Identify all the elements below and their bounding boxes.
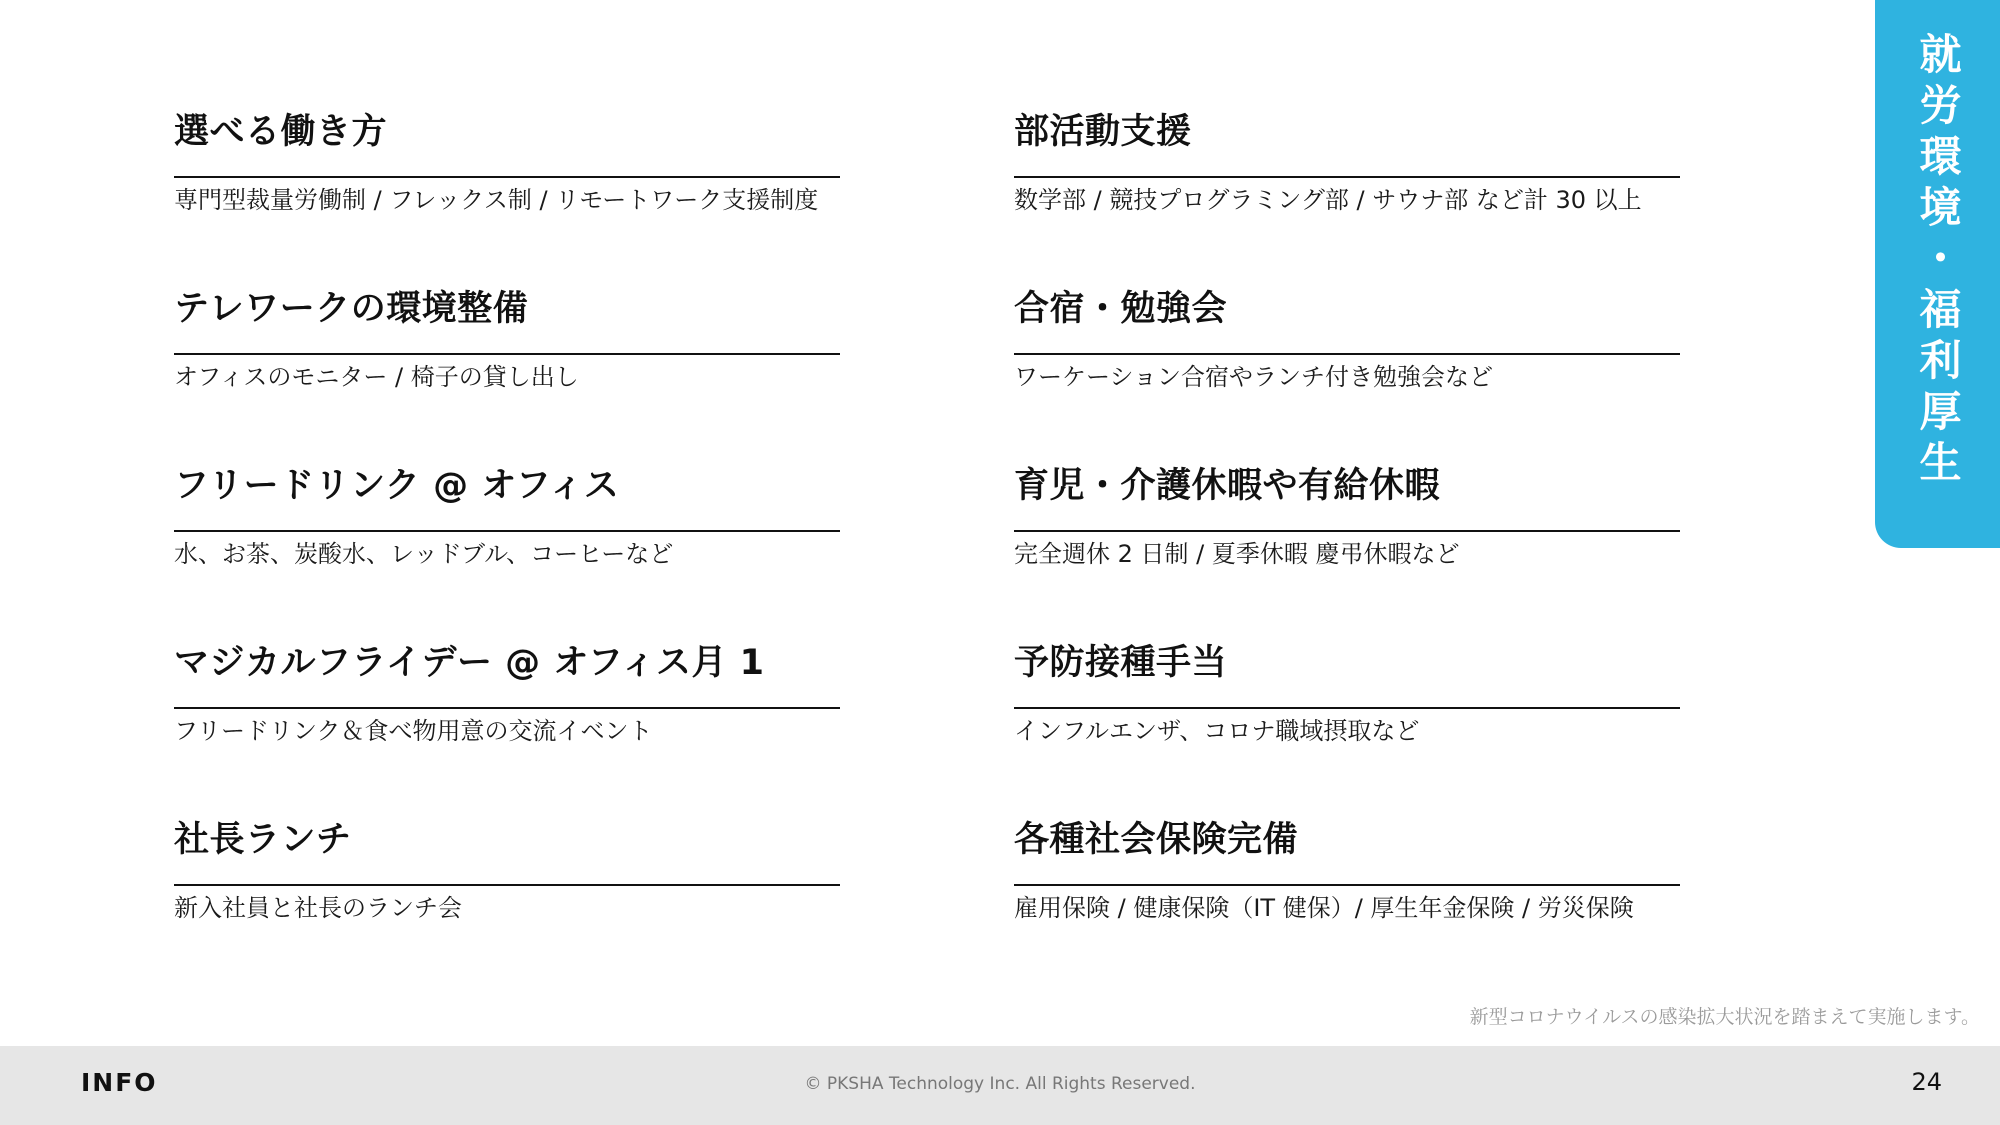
divider bbox=[174, 353, 840, 355]
benefit-item bbox=[1014, 816, 1680, 993]
benefit-item bbox=[1014, 639, 1680, 816]
benefit-item bbox=[1014, 108, 1680, 285]
section-title: 就労環境・福利厚生 bbox=[1913, 32, 1963, 491]
benefit-item bbox=[174, 285, 840, 462]
benefit-title: 予防接種手当 bbox=[1014, 643, 1228, 683]
benefit-title: 部活動支援 bbox=[1014, 112, 1192, 152]
benefit-description: 専門型裁量労働制 / フレックス制 / リモートワーク支援制度 bbox=[174, 186, 819, 214]
benefit-description: フリードリンク＆食べ物用意の交流イベント bbox=[174, 717, 653, 745]
divider bbox=[174, 530, 840, 532]
benefit-item bbox=[1014, 462, 1680, 639]
divider bbox=[174, 884, 840, 886]
right-benefits-column bbox=[1014, 108, 1680, 993]
benefit-item bbox=[174, 462, 840, 639]
benefit-description: インフルエンザ、コロナ職域摂取など bbox=[1014, 717, 1420, 745]
benefit-title: テレワークの環境整備 bbox=[174, 289, 529, 329]
benefit-description: オフィスのモニター / 椅子の貸し出し bbox=[174, 363, 579, 391]
footer bbox=[0, 1046, 2000, 1125]
benefit-description: 雇用保険 / 健康保険（IT 健保）/ 厚生年金保険 / 労災保険 bbox=[1014, 894, 1634, 922]
footnote: 新型コロナウイルスの感染拡大状況を踏まえて実施します。 bbox=[1469, 1006, 1980, 1028]
benefit-item bbox=[1014, 285, 1680, 462]
benefit-title: 選べる働き方 bbox=[174, 112, 388, 152]
benefit-title: フリードリンク @ オフィス bbox=[174, 466, 620, 506]
benefit-description: 完全週休 2 日制 / 夏季休暇 慶弔休暇など bbox=[1014, 540, 1460, 568]
divider bbox=[1014, 884, 1680, 886]
divider bbox=[174, 176, 840, 178]
benefit-title: 合宿・勉強会 bbox=[1014, 289, 1228, 329]
section-side-tab bbox=[1875, 0, 2000, 548]
benefit-title: 育児・介護休暇や有給休暇 bbox=[1014, 466, 1441, 506]
divider bbox=[1014, 353, 1680, 355]
copyright: © PKSHA Technology Inc. All Rights Reserved. bbox=[804, 1074, 1196, 1094]
benefit-title: マジカルフライデー @ オフィス月 1 bbox=[174, 643, 765, 683]
benefit-title: 社長ランチ bbox=[174, 820, 352, 860]
benefit-item bbox=[174, 108, 840, 285]
page-number: 24 bbox=[1911, 1068, 1942, 1096]
footer-section-label: INFO bbox=[81, 1068, 158, 1097]
left-benefits-column bbox=[174, 108, 840, 993]
benefit-description: 数学部 / 競技プログラミング部 / サウナ部 など計 30 以上 bbox=[1014, 186, 1642, 214]
benefit-item bbox=[174, 639, 840, 816]
benefit-description: 新入社員と社長のランチ会 bbox=[174, 894, 462, 922]
divider bbox=[1014, 707, 1680, 709]
benefit-title: 各種社会保険完備 bbox=[1014, 820, 1299, 860]
benefit-description: 水、お茶、炭酸水、レッドブル、コーヒーなど bbox=[174, 540, 674, 568]
benefit-description: ワーケーション合宿やランチ付き勉強会など bbox=[1014, 363, 1494, 391]
divider bbox=[174, 707, 840, 709]
benefit-item bbox=[174, 816, 840, 993]
divider bbox=[1014, 176, 1680, 178]
divider bbox=[1014, 530, 1680, 532]
